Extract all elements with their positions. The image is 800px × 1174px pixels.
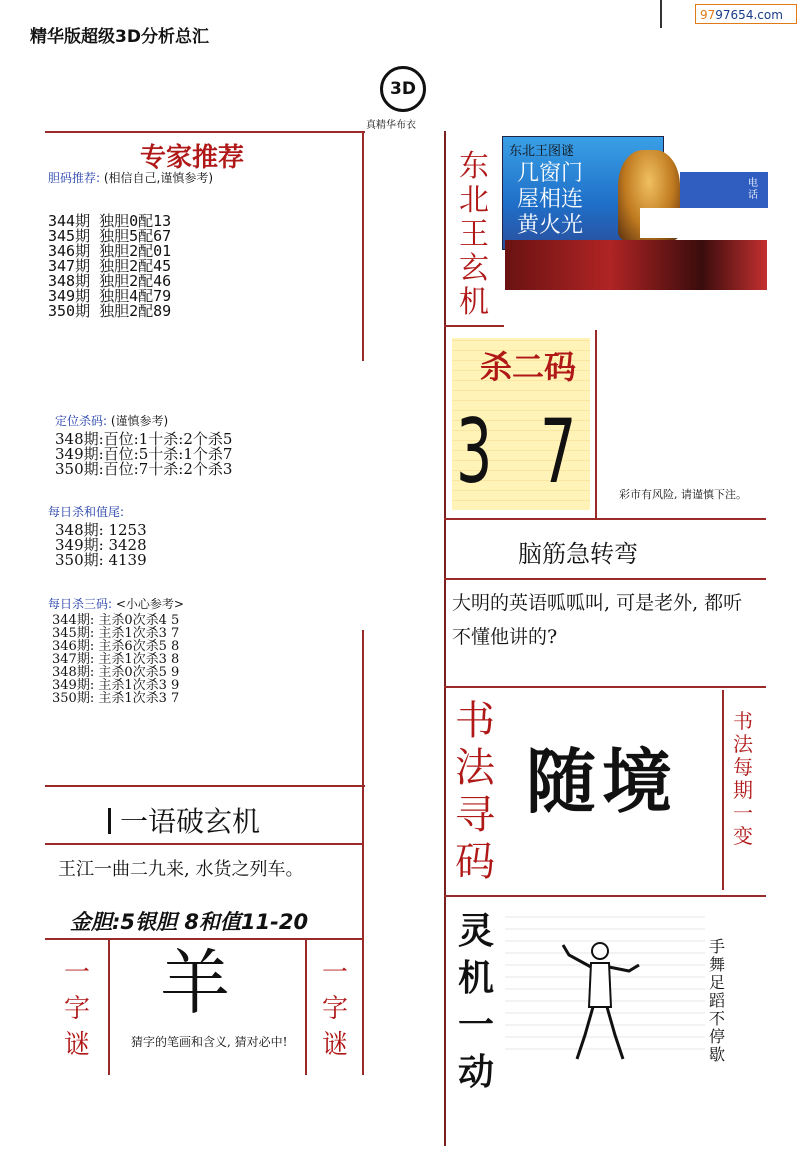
side-char: 手 (708, 937, 725, 956)
side-char: 停 (708, 1027, 725, 1046)
list-item (48, 304, 171, 319)
list-item: 350期: 主杀1次杀3 7 (52, 691, 180, 706)
list-item: 347期: 主杀1次杀3 8 (52, 652, 180, 667)
position-kill-header (55, 412, 168, 429)
logo-3d: 3D (380, 66, 426, 112)
dan-note: (相信自己,谨慎参考) (103, 171, 214, 185)
top-divider (660, 0, 662, 28)
frame-line (444, 686, 766, 688)
title-char: 机 (459, 285, 489, 320)
frame-line (362, 630, 364, 785)
side-char: 不 (708, 1009, 725, 1028)
kill-two-title: 杀二码 (480, 348, 577, 386)
dancer-right-leg (607, 1007, 623, 1059)
frame-line (444, 518, 766, 520)
phone-label: 电话 (748, 178, 758, 201)
watermark-site: 97654.com (715, 8, 783, 22)
period: 344期 (48, 212, 91, 230)
brain-title: 脑筋急转弯 (518, 540, 638, 568)
logo-subtitle: 真精华布衣 (366, 120, 416, 131)
list-item: 349期: 3428 (55, 536, 147, 554)
frame-line (362, 785, 364, 1075)
zimi-char: 字 (321, 994, 348, 1024)
title-char: 码 (455, 839, 495, 885)
title-char: 北 (459, 183, 489, 218)
dancer-body (589, 963, 611, 1007)
frame-line (45, 843, 363, 845)
period: 349期 (48, 287, 91, 305)
frame-line (722, 690, 724, 890)
dongbei-vertical-title (452, 150, 496, 320)
daily-three-label: 每日杀三码: (48, 597, 113, 611)
list-item: 349期: 主杀1次杀3 9 (52, 678, 180, 693)
dancer-right-arm (609, 965, 639, 971)
pick: 独胆5配67 (99, 227, 172, 245)
lingji-char: 动 (457, 1051, 494, 1093)
frame-line (45, 938, 363, 940)
ad-banner-image (505, 240, 767, 290)
riddle-line: 几窗门 (517, 161, 584, 186)
frame-line (444, 895, 766, 897)
daily-three-header (48, 595, 184, 612)
period: 348期 (48, 272, 91, 290)
yiyu-text: 王江一曲二九来, 水货之列车。 (58, 859, 304, 880)
list-item: 349期:百位:5十杀:1个杀7 (55, 445, 233, 463)
watermark-badge[interactable] (695, 4, 797, 24)
side-char: 每 (733, 755, 753, 779)
period: 346期 (48, 242, 91, 260)
lingji-side (706, 938, 728, 1064)
dancer-left-leg (577, 1007, 593, 1059)
side-char: 书 (733, 709, 753, 733)
side-char: 变 (733, 824, 753, 848)
zimi-char: 一 (321, 958, 348, 988)
list-item: 350期:百位:7十杀:2个杀3 (55, 460, 233, 478)
dan-header (48, 169, 213, 186)
calligraphy-main: 随境 (526, 740, 678, 823)
zimi-char: 一 (63, 958, 90, 988)
lingji-vertical (456, 908, 496, 1096)
title-char: 东 (459, 149, 489, 184)
lingji-char: 一 (457, 1004, 494, 1046)
position-kill-note: (谨慎参考) (110, 414, 169, 428)
frame-line (45, 785, 365, 787)
position-kill-label: 定位杀码: (55, 414, 108, 428)
page-title: 精华版超级3D分析总汇 (30, 27, 209, 47)
calligraphy-side (730, 710, 756, 848)
daily-three-list (52, 614, 179, 705)
side-char: 法 (733, 732, 753, 756)
period: 345期 (48, 227, 91, 245)
expert-list (48, 214, 171, 319)
kill-two-number-2: 7 (540, 400, 577, 503)
dancer-figure (555, 935, 645, 1065)
pick: 独胆2配46 (99, 272, 172, 290)
riddle-lines (517, 161, 583, 239)
zimi-char: 字 (63, 994, 90, 1024)
list-item: 346期: 主杀6次杀5 8 (52, 639, 180, 654)
side-char: 蹈 (708, 991, 725, 1010)
frame-line (595, 330, 597, 518)
zimi-note: 猜字的笔画和含义, 猜对必中! (131, 1035, 288, 1049)
daily-sum-list (55, 523, 147, 568)
golden-dan: 金胆:5银胆 8和值11-20 (70, 910, 309, 934)
list-item: 348期: 主杀0次杀5 9 (52, 665, 180, 680)
watermark-prefix: 97 (700, 8, 716, 22)
kill-two-number-1: 3 (456, 400, 493, 503)
period: 350期 (48, 302, 91, 320)
list-item: 344期: 主杀0次杀4 5 (52, 613, 180, 628)
expert-title: 专家推荐 (140, 143, 245, 173)
list-item: 348期:百位:1十杀:2个杀5 (55, 430, 233, 448)
pick: 独胆4配79 (99, 287, 172, 305)
list-item: 345期: 主杀1次杀3 7 (52, 626, 180, 641)
risk-note: 彩市有风险, 请谨慎下注。 (619, 488, 747, 501)
period: 347期 (48, 257, 91, 275)
zimi-side-right (320, 955, 350, 1063)
lingji-char: 灵 (457, 910, 494, 952)
yiyu-mark (108, 808, 111, 834)
pick: 独胆2配89 (99, 302, 172, 320)
phone-strip (680, 172, 768, 208)
list-item: 350期: 4139 (55, 551, 147, 569)
frame-line (305, 940, 307, 1075)
pick: 独胆2配01 (99, 242, 172, 260)
brain-text: 大明的英语呱呱叫, 可是老外, 都听不懂他讲的? (452, 592, 743, 648)
yiyu-title: 一语破玄机 (120, 805, 261, 838)
riddle-box-title: 东北王图谜 (509, 144, 575, 159)
side-char: 足 (708, 973, 725, 992)
title-char: 书 (455, 698, 495, 744)
zimi-char: 谜 (63, 1030, 90, 1060)
frame-line (444, 131, 446, 1146)
frame-line (444, 325, 504, 327)
dancer-left-arm (563, 945, 591, 967)
list-item: 348期: 1253 (55, 521, 147, 539)
title-char: 法 (455, 745, 495, 791)
zimi-main-char: 羊 (160, 942, 230, 1024)
side-char: 期 (733, 778, 753, 802)
frame-line (108, 940, 110, 1075)
daily-three-note: <小心参考> (115, 597, 184, 611)
daily-sum-label: 每日杀和值尾: (48, 505, 125, 519)
title-char: 王 (459, 217, 489, 252)
riddle-line: 黄火光 (517, 213, 584, 238)
dan-label: 胆码推荐: (48, 171, 101, 185)
title-char: 玄 (459, 251, 489, 286)
ad-banner-blank (640, 208, 710, 238)
lingji-char: 机 (457, 957, 494, 999)
title-char: 寻 (455, 792, 495, 838)
side-char: 歇 (708, 1045, 725, 1064)
side-char: 一 (733, 801, 753, 825)
dancer-head (592, 943, 608, 959)
frame-line (444, 578, 766, 580)
side-char: 舞 (708, 955, 725, 974)
riddle-line: 屋相连 (517, 187, 584, 212)
pick: 独胆0配13 (99, 212, 172, 230)
zimi-char: 谜 (321, 1030, 348, 1060)
zimi-side-left (62, 955, 92, 1063)
pick: 独胆2配45 (99, 257, 172, 275)
frame-line (362, 131, 364, 361)
position-kill-list (55, 432, 232, 477)
calligraphy-vertical-title (450, 698, 500, 886)
frame-line (45, 131, 365, 133)
